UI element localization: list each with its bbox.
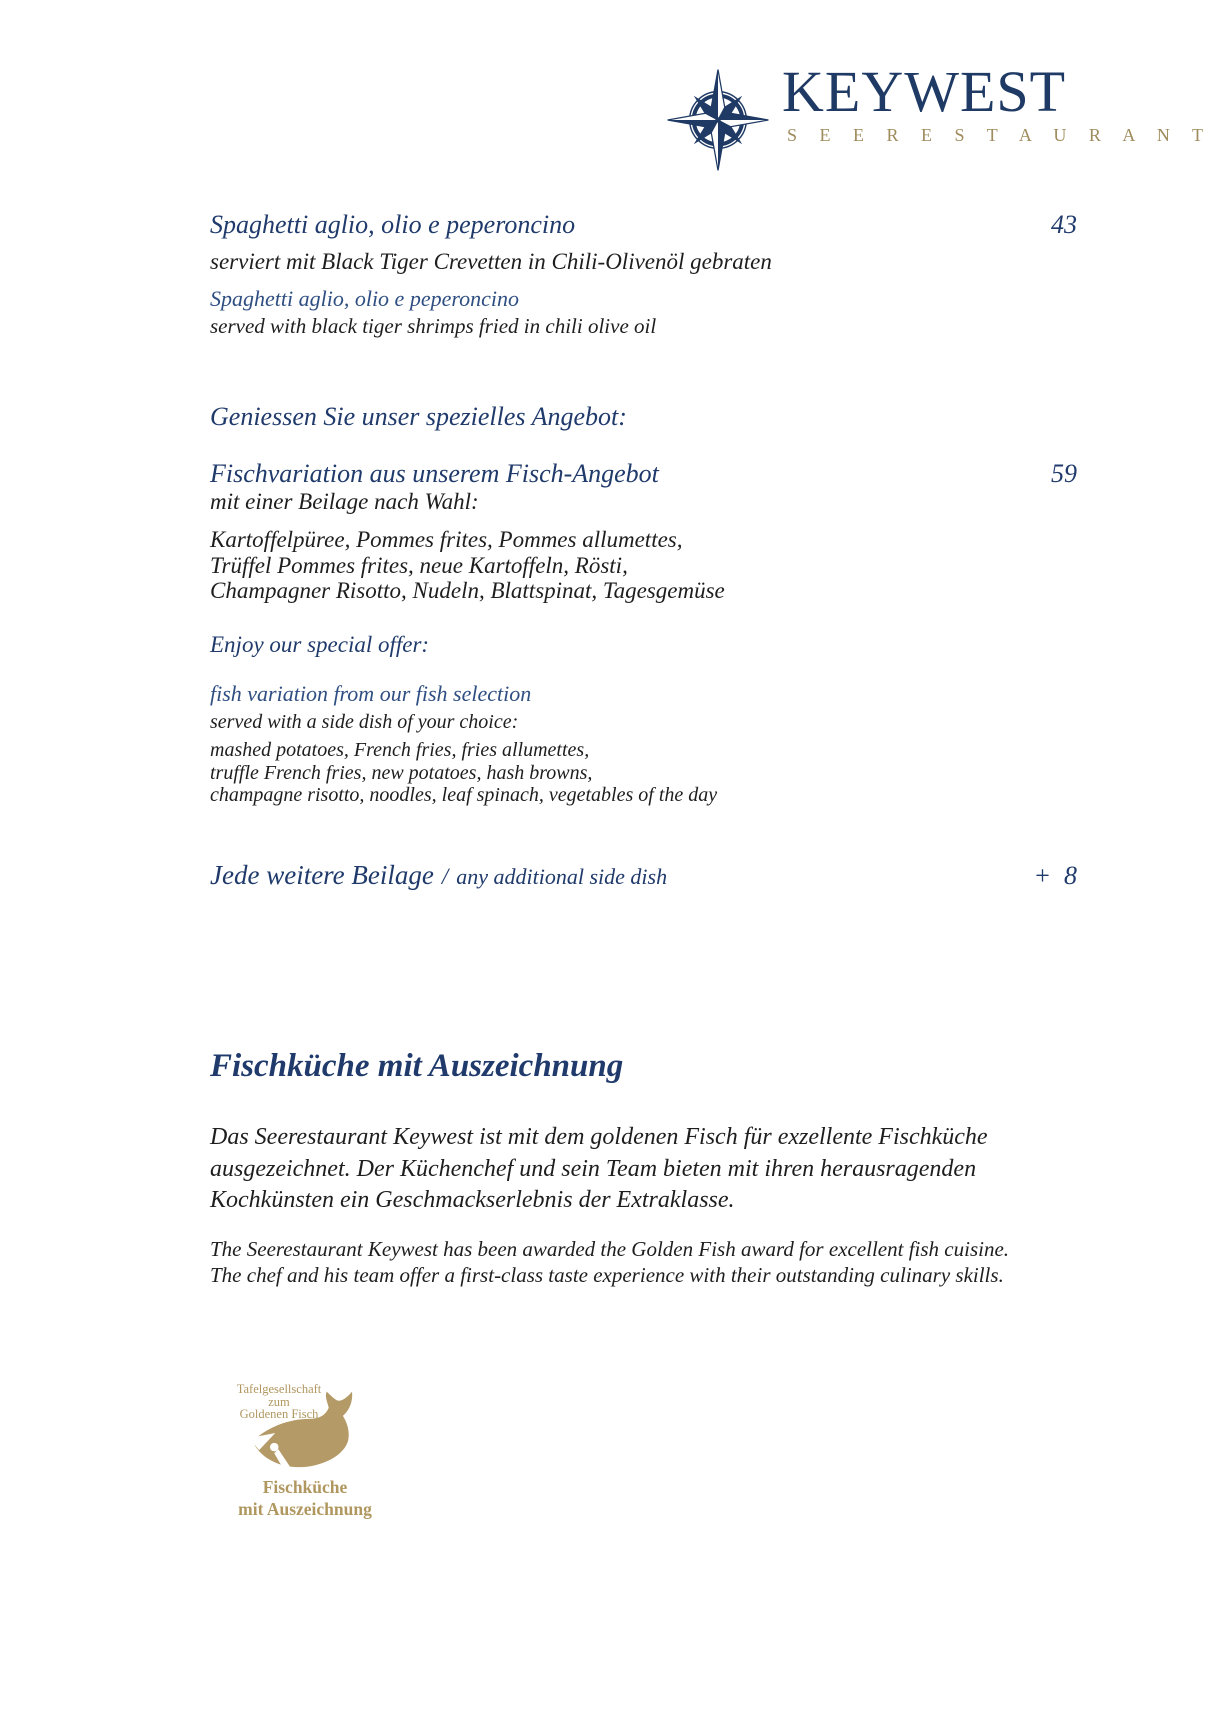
dish-row — [210, 210, 1077, 240]
special-intro-en: Enjoy our special offer: — [210, 632, 430, 657]
side-line: Champagner Risotto, Nudeln, Blattspinat, Tagesgemüse — [210, 578, 725, 603]
badge-caption-line: Fischküche — [262, 1477, 348, 1497]
dish-title-en: Spaghetti aglio, olio e peperoncino — [210, 286, 519, 311]
special-price: 59 — [1051, 459, 1077, 488]
award-body-de-line: Das Seerestaurant Keywest ist mit dem goldenen Fisch für exzellente Fischküche — [210, 1124, 988, 1150]
extra-side-label-en: any additional side dish — [456, 864, 668, 889]
golden-fish-icon — [247, 1390, 353, 1474]
special-sides-de — [210, 527, 1077, 604]
dish-desc-de: serviert mit Black Tiger Crevetten in Chili-Olivenöl gebraten — [210, 249, 772, 274]
award-body-en-line: The Seerestaurant Keywest has been awarded the Golden Fish award for excellent fish cuisine. — [210, 1237, 1010, 1261]
side-line: Kartoffelpüree, Pommes frites, Pommes allumettes, — [210, 527, 683, 552]
golden-fish-caption — [206, 1477, 404, 1520]
extra-side-label-de: Jede weitere Beilage — [210, 860, 434, 890]
side-line: truffle French fries, new potatoes, hash browns, — [210, 761, 593, 784]
award-body-de-line: Kochkünsten ein Geschmackserlebnis der Extraklasse. — [210, 1187, 735, 1213]
award-body-en-line: The chef and his team offer a first-class taste experience with their outstanding culinary skills. — [210, 1263, 1004, 1287]
award-body-de-line: ausgezeichnet. Der Küchenchef und sein Team bieten mit ihren herausragenden — [210, 1155, 977, 1182]
dish-desc-en: served with black tiger shrimps fried in chili olive oil — [210, 314, 657, 338]
award-body-de — [210, 1122, 1077, 1217]
special-title-en: fish variation from our fish selection — [210, 681, 532, 706]
brand-subtitle: S E E R E S T A U R A N T — [787, 125, 1213, 145]
brand-logo — [664, 59, 1213, 174]
special-row — [210, 459, 1077, 489]
extra-side-row — [210, 860, 1077, 891]
badge-society-line: Tafelgesellschaft — [236, 1382, 322, 1396]
special-intro-de: Geniessen Sie unser spezielles Angebot: — [210, 402, 627, 431]
extra-side-price: + 8 — [1033, 861, 1077, 890]
compass-rose-icon — [664, 66, 772, 174]
dish-title-de: Spaghetti aglio, olio e peperoncino — [210, 210, 576, 239]
brand-name: KEYWEST — [782, 59, 1067, 124]
award-heading: Fischküche mit Auszeichnung — [210, 1048, 624, 1084]
side-line: Trüffel Pommes frites, neue Kartoffeln, Rösti, — [210, 552, 628, 578]
special-sub-de: mit einer Beilage nach Wahl: — [210, 489, 479, 514]
side-line: mashed potatoes, French fries, fries allumettes, — [210, 739, 590, 761]
special-title-de: Fischvariation aus unserem Fisch-Angebot — [210, 459, 659, 488]
badge-society-line: Goldenen Fisch — [239, 1407, 319, 1421]
extra-side-separator: / — [441, 864, 449, 889]
special-sub-en: served with a side dish of your choice: — [210, 711, 519, 733]
side-line: champagne risotto, noodles, leaf spinach, vegetables of the day — [210, 784, 718, 806]
dish-price: 43 — [1051, 210, 1077, 239]
special-sides-en — [210, 739, 1077, 807]
badge-society-line: zum — [268, 1394, 290, 1409]
award-body-en — [210, 1236, 1077, 1288]
badge-caption-line: mit Auszeichnung — [238, 1498, 372, 1519]
